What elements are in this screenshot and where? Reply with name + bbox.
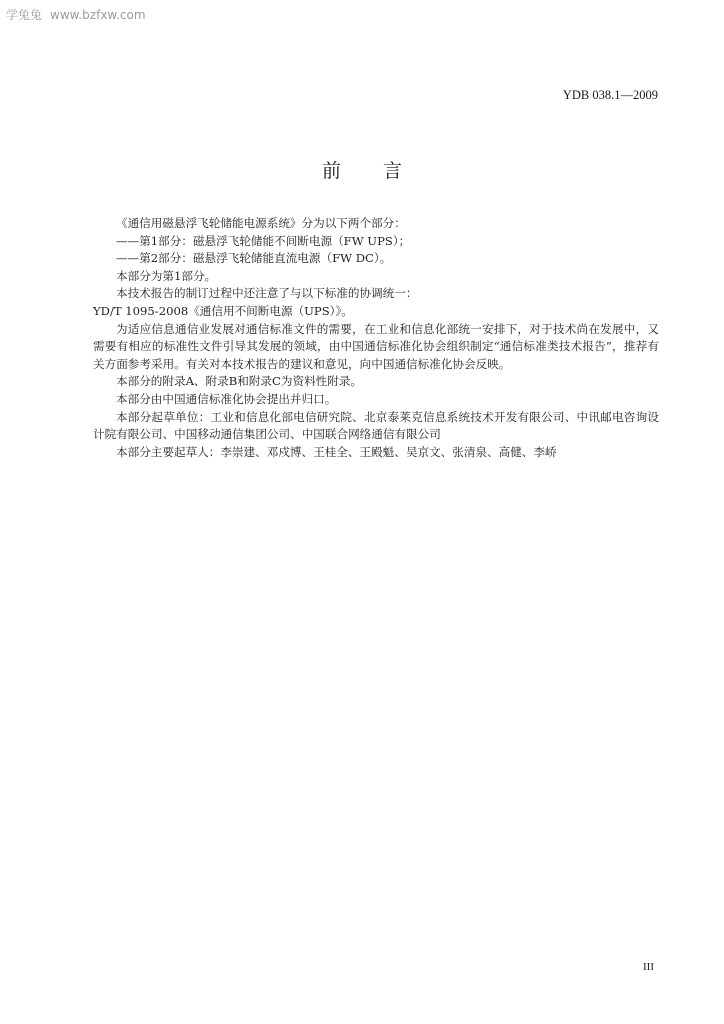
paragraph-standard-ref: YD/T 1095-2008《通信用不间断电源（UPS）》。 xyxy=(93,303,353,318)
paragraph-coordination: 本技术报告的制订过程中还注意了与以下标准的协调统一： xyxy=(116,286,418,301)
paragraph-drafters: 本部分主要起草人：李崇建、邓戍博、王桂全、王殿魁、吴京文、张清泉、高健、李峤 xyxy=(116,444,557,459)
watermark-url: www.bzfxw.com xyxy=(50,8,146,22)
paragraph-drafting-units: 本部分起草单位：工业和信息化部电信研究院、北京泰莱克信息系统技术开发有限公司、中讯邮电咨询设计院有限公司、中国移动通信集团公司、中国联合网络通信有限公司 xyxy=(93,409,659,442)
paragraph-appendices: 本部分的附录A、附录B和附录C为资料性附录。 xyxy=(116,374,363,389)
paragraph-proposer: 本部分由中国通信标准化协会提出并归口。 xyxy=(116,391,337,406)
paragraph-parts-intro: 《通信用磁悬浮飞轮储能电源系统》分为以下两个部分： xyxy=(116,216,406,230)
page-title: 前言 xyxy=(321,160,444,182)
paragraph-part-1: ——第1部分：磁悬浮飞轮储能不间断电源（FW UPS）； xyxy=(116,233,411,248)
paragraph-part-2: ——第2部分：磁悬浮飞轮储能直流电源（FW DC）。 xyxy=(116,251,392,266)
site-watermark xyxy=(6,6,146,23)
foreword-body xyxy=(93,215,659,461)
watermark-site-name: 学兔兔 xyxy=(6,8,43,22)
page-number: III xyxy=(643,961,654,973)
document-number: YDB 038.1—2009 xyxy=(562,88,658,102)
paragraph-purpose: 为适应信息通信业发展对通信标准文件的需要，在工业和信息化部统一安排下，对于技术尚在发展中，又需要有相应的标准性文件引导其发展的领域，由中国通信标准化协会组织制定“通信标准类技术报告”，推荐有关方面参考采用。有关对本技术报告的建议和意见，向中国通信标准化协会反映。 xyxy=(93,321,659,371)
paragraph-this-part: 本部分为第1部分。 xyxy=(116,268,217,283)
